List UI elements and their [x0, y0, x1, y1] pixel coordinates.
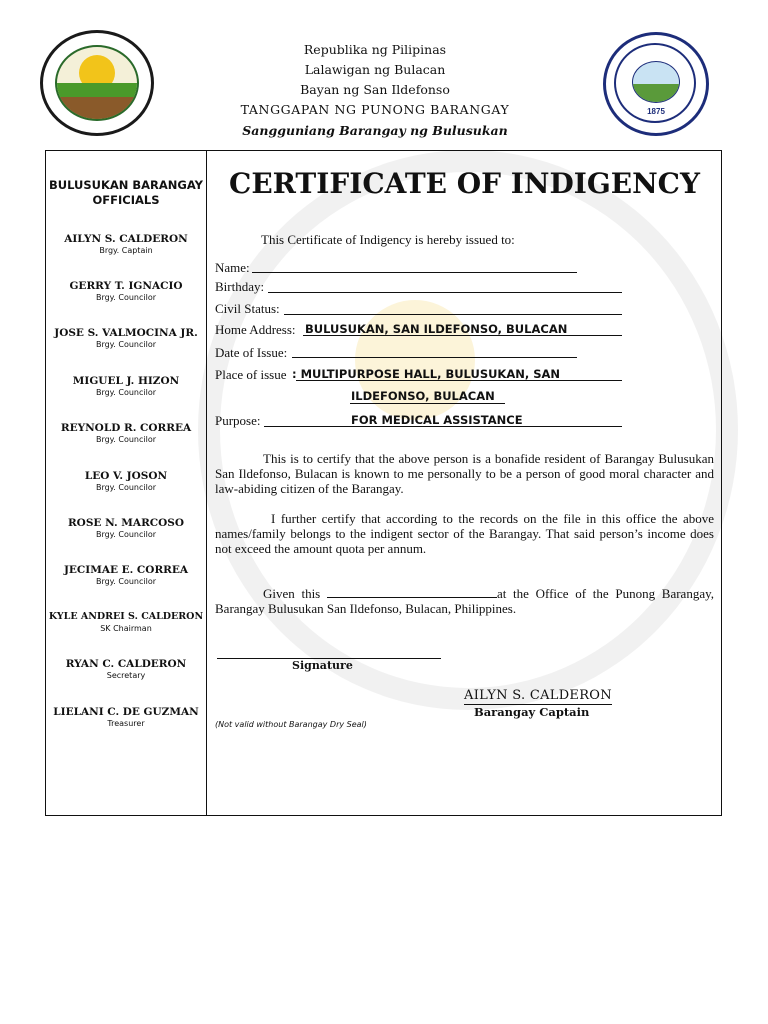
- header-municipality: Bayan ng San Ildefonso: [300, 82, 450, 97]
- given-prefix: Given this: [263, 586, 321, 601]
- header-republic: Republika ng Pilipinas: [303, 42, 447, 57]
- birthday-field-line[interactable]: [268, 292, 622, 293]
- place-of-issue-value-cont: ILDEFONSO, BULACAN: [351, 389, 495, 403]
- place-of-issue-label: Place of issue: [215, 367, 287, 382]
- official-title: Secretary: [106, 671, 146, 680]
- name-field-line[interactable]: [252, 272, 577, 273]
- given-suffix: at the Office of the Punong Barangay, Barangay Bulusukan San Ildefonso, Bulacan, Philippines.: [215, 586, 714, 616]
- purpose-label: Purpose:: [215, 413, 261, 428]
- official-name: MIGUEL J. HIZON: [72, 375, 180, 387]
- official-title: Brgy. Councilor: [95, 293, 157, 302]
- official-name: KYLE ANDREI S. CALDERON: [48, 611, 204, 622]
- dry-seal-note: (Not valid without Barangay Dry Seal): [215, 720, 367, 729]
- official-name: REYNOLD R. CORREA: [60, 422, 192, 434]
- municipality-seal-logo: [603, 32, 709, 136]
- place-of-issue-field-line-2: [350, 403, 505, 404]
- birthday-label: Birthday:: [215, 279, 265, 294]
- certificate-intro: This Certificate of Indigency is hereby issued to:: [261, 232, 515, 247]
- officials-heading: BULUSUKAN BARANGAY OFFICIALS: [48, 178, 204, 207]
- seal-land-icon: [633, 84, 679, 102]
- paragraph-2-text: I further certify that according to the records on the file in this office the above names/family belongs to the indigent sector of the Barangay. That said person’s income does not exceed the amount quota per annum.: [215, 511, 714, 556]
- official-name: AILYN S. CALDERON: [64, 233, 188, 245]
- home-address-field-line: [303, 335, 622, 336]
- official-title: Brgy. Councilor: [95, 577, 157, 586]
- official-name: JECIMAE E. CORREA: [63, 564, 189, 576]
- purpose-field-line: [264, 426, 622, 427]
- seal-year: 1875: [647, 107, 665, 116]
- civil-status-field-line[interactable]: [284, 314, 622, 315]
- official-title: Brgy. Captain: [99, 246, 153, 255]
- captain-title: Barangay Captain: [474, 705, 590, 719]
- paragraph-1-text: This is to certify that the above person is a bonafide resident of Barangay Bulusukan San Ildefonso, Bulacan is known to me personally to be a person of good moral character and law-abiding citizen of the Barangay.: [215, 451, 714, 496]
- official-title: Brgy. Councilor: [95, 483, 157, 492]
- home-address-label: Home Address:: [215, 322, 296, 337]
- civil-status-label: Civil Status:: [215, 301, 280, 316]
- official-name: ROSE N. MARCOSO: [67, 517, 185, 529]
- official-title: Treasurer: [107, 719, 145, 728]
- certification-paragraph-2: [215, 511, 714, 556]
- name-label: Name:: [215, 260, 250, 275]
- official-title: Brgy. Councilor: [95, 435, 157, 444]
- seal-landscape-icon: [632, 61, 680, 103]
- place-of-issue-value: : MULTIPURPOSE HALL, BULUSUKAN, SAN: [292, 367, 561, 381]
- barangay-seal-emblem: [55, 45, 139, 121]
- header-council: Sangguniang Barangay ng Bulusukan: [242, 123, 508, 138]
- official-name: JOSE S. VALMOCINA JR.: [54, 327, 198, 339]
- official-title: Brgy. Councilor: [95, 530, 157, 539]
- official-name: LEO V. JOSON: [84, 470, 168, 482]
- given-date-line[interactable]: [327, 587, 497, 598]
- date-of-issue-field-line[interactable]: [292, 357, 577, 358]
- barangay-seal-logo: [40, 30, 154, 136]
- signature-label: Signature: [292, 659, 353, 672]
- place-of-issue-field-line: [296, 380, 622, 381]
- purpose-value: FOR MEDICAL ASSISTANCE: [351, 413, 523, 427]
- official-title: SK Chairman: [100, 624, 152, 633]
- official-title: Brgy. Councilor: [95, 340, 157, 349]
- given-paragraph: [215, 586, 714, 616]
- captain-name: AILYN S. CALDERON: [464, 688, 612, 703]
- official-name: LIELANI C. DE GUZMAN: [53, 706, 199, 718]
- certificate-title: CERTIFICATE OF INDIGENCY: [229, 167, 700, 200]
- official-name: GERRY T. IGNACIO: [69, 280, 183, 292]
- field-soil-icon: [57, 97, 137, 119]
- home-address-value: BULUSUKAN, SAN ILDEFONSO, BULACAN: [305, 322, 568, 336]
- date-of-issue-label: Date of Issue:: [215, 345, 288, 360]
- header-office: TANGGAPAN NG PUNONG BARANGAY: [240, 102, 510, 117]
- sidebar-divider: [206, 150, 207, 816]
- header-province: Lalawigan ng Bulacan: [304, 62, 446, 77]
- official-title: Brgy. Councilor: [95, 388, 157, 397]
- official-name: RYAN C. CALDERON: [65, 658, 187, 670]
- certification-paragraph-1: [215, 451, 714, 496]
